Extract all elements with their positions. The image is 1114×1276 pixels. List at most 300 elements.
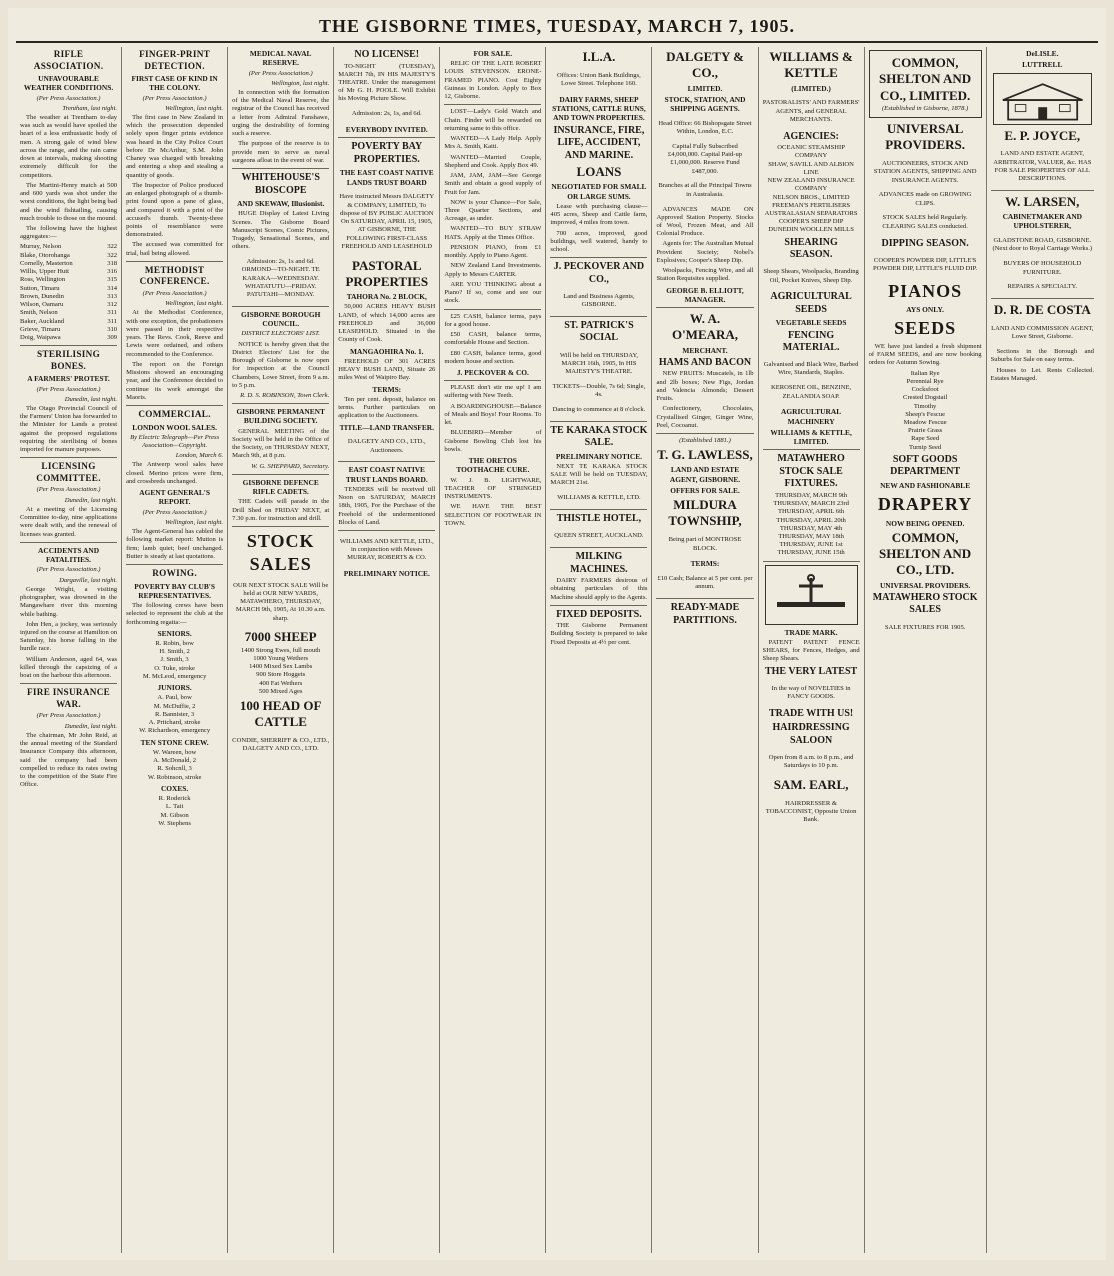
headline-agent-general: AGENT GENERAL'S REPORT. xyxy=(139,488,210,507)
dateline: Dunedin, last night. xyxy=(64,496,118,504)
ad-subtitle: TERMS: xyxy=(690,559,720,569)
crew-member: A. McDonald, 2 xyxy=(153,757,197,765)
press-credit: (Per Press Association.) xyxy=(248,69,313,77)
dateline: Wellington, last night. xyxy=(165,104,224,112)
ad-latest-title: THE VERY LATEST xyxy=(764,665,858,677)
score-value: 318 xyxy=(107,259,118,267)
headline-finger-print: FINGER-PRINT DETECTION. xyxy=(139,49,211,71)
article-paragraph: The Otago Provincial Council of the Farmers' Union has forwarded to the Minister for Lands a protest against the proposed regulations requiring the sterilising of bones imported for manure purposes. xyxy=(20,405,118,454)
article-paragraph: In connection with the formation of the Medical Naval Reserve, the registrar of the Council has received a letter from Admiral Fanshawe, urging the desirability of forming such a reserve. xyxy=(232,88,330,138)
ad-delisle-title: DeLISLE. xyxy=(1026,49,1059,58)
ad-subtitle: TITLE—LAND TRANSFER. xyxy=(339,422,434,432)
ad-text: KEROSENE OIL, BENZINE, ZEALANDIA SOAP. xyxy=(770,384,852,400)
ad-text: In the way of NOVELTIES in FANCY GOODS. xyxy=(771,684,851,700)
crew-member: R. Roderick xyxy=(158,795,191,803)
classified-ad: A BOARDINGHOUSE—Balance of Meals and Boys! Four Rooms. To let. xyxy=(444,402,542,427)
score-name: Wilson, Oamaru xyxy=(20,301,64,309)
score-name: Smith, Nelson xyxy=(20,309,58,317)
trade-mark-label: TRADE MARK. xyxy=(784,627,838,637)
ad-text: HUGE Display of Latest Living Scenes. The Gisborne Board Manuscript Scenes, Comic Pictures, Tragedy, Sensational Scenes, and others. xyxy=(232,210,330,251)
divider xyxy=(550,509,647,510)
divider xyxy=(338,530,435,531)
ad-lawless-title: T. G. LAWLESS, xyxy=(657,447,753,463)
ad-text: Open from 8 a.m. to 8 p.m., and Saturdays to 10 p.m. xyxy=(768,753,854,770)
fixture-item: THURSDAY, JUNE 1st xyxy=(779,541,843,549)
subhead-commercial: LONDON WOOL SALES. xyxy=(132,422,217,432)
article-paragraph: The weather at Trentham to-day was such as would have spoiled the heart of a less enthusiastic body of men. A strong gale of wind blew across the range, and the rain came down at intervals, making shooting extremely difficult for the competitors. xyxy=(20,113,118,179)
crew-member: L. Tait xyxy=(165,803,184,811)
ad-larsen-title: W. LARSEN, xyxy=(1005,193,1080,209)
ad-text: HAIRDRESSER & TOBACCONIST, Opposite Union Bank. xyxy=(765,799,857,824)
ad-agri-seeds-title: AGRICULTURAL SEEDS xyxy=(770,291,852,315)
subhead-rowing: POVERTY BAY CLUB'S REPRESENTATIVES. xyxy=(134,581,215,600)
seed-item: Timothy xyxy=(913,402,937,410)
ad-text: Head Office: 66 Bishopsgate Street Within, London, E.C. xyxy=(658,119,752,136)
score-value: 313 xyxy=(107,292,118,300)
ad-text: NEW FRUITS: Muscatels, in 1lb and 2lb boxes; New Figs, Jordan and Valencia Almonds; Dessert Fruits. xyxy=(656,370,754,403)
press-credit: (Per Press Association.) xyxy=(36,712,101,720)
ad-subtitle: MANGAOHIRA No. 1. xyxy=(350,346,424,356)
crew-member: R. Bannister, 3 xyxy=(154,710,195,718)
ad-line: 1400 Strong Ewes, full mouth xyxy=(241,646,321,654)
notice-east-coast: EAST COAST NATIVE TRUST LANDS BOARD. xyxy=(345,465,428,484)
notice-signature: R. D. S. ROBINSON, Town Clerk. xyxy=(240,392,330,399)
score-value: 310 xyxy=(107,325,118,333)
ad-st-patricks-title: ST. PATRICK'S SOCIAL xyxy=(564,319,634,344)
score-name: Cornelly, Masterton xyxy=(20,259,73,267)
crew-member: W. Wareen, bow xyxy=(152,748,197,756)
ad-subtitle: (Established in Gisborne, 1878.) xyxy=(881,104,969,112)
ad-line: 1000 Young Wethers xyxy=(253,654,309,662)
fixture-item: THURSDAY, MAY 18th xyxy=(778,533,844,541)
ad-common-shelton-2-title: COMMON, SHELTON AND CO., LTD. xyxy=(879,529,972,578)
divider xyxy=(550,316,647,317)
ad-line: 400 Fat Wethers xyxy=(259,679,303,687)
fixture-item: THURSDAY, MARCH 9th xyxy=(775,491,848,499)
ad-seeds-title: SEEDS xyxy=(894,318,957,339)
score-value: 312 xyxy=(107,301,118,309)
ad-line: 900 Store Hoggets xyxy=(256,671,306,679)
ad-text: AUCTIONEERS, STOCK AND STATION AGENTS, SHIPPING AND INSURANCE AGENTS. xyxy=(873,160,977,184)
divider xyxy=(763,449,860,450)
divider xyxy=(656,433,753,434)
score-value: 316 xyxy=(107,268,118,276)
score-row xyxy=(20,293,117,301)
ad-de-costa-title: D. R. DE COSTA xyxy=(993,302,1091,318)
article-paragraph: The Inspector of Police produced an enlarged photograph of a thumb-print found upon a pane of glass, and compared it with a print of the accused's thumb. Twenty-three points of resemblance were demonstrated. xyxy=(126,181,224,239)
ad-subtitle: PRELIMINARY NOTICE. xyxy=(555,451,642,461)
article-paragraph: William Anderson, aged 64, was killed through the capsizing of a boat on the harbour this afternoon. xyxy=(20,655,118,680)
seed-item: Rape Seed xyxy=(911,435,940,443)
ad-subtitle: OFFERS FOR SALE. xyxy=(670,485,740,495)
ad-text: LAND AND COMMISSION AGENT, Lowe Street, Gisborne. xyxy=(991,325,1094,341)
score-row xyxy=(20,309,117,317)
classified-ad: PLEASE don't stir me up! I am suffering with New Teeth. xyxy=(444,384,542,400)
article-paragraph: George Wright, a visiting photographer, was drowned in the Mangawhare river this morning while bathing. xyxy=(20,585,118,618)
headline-accidents: ACCIDENTS AND FATALITIES. xyxy=(38,545,100,565)
press-credit: (Per Press Association.) xyxy=(36,385,101,393)
column-6 xyxy=(546,47,652,1253)
ad-text: WE have just landed a fresh shipment of FARM SEEDS, and are now booking orders for Autumn Sowing. xyxy=(868,342,982,367)
ad-loans-title: LOANS xyxy=(576,164,622,180)
ad-luttrell-title: LUTTRELL xyxy=(1022,60,1063,70)
ad-universal-title: UNIVERSAL PROVIDERS. xyxy=(885,120,966,153)
dateline: Dunedin, last night. xyxy=(64,395,118,403)
score-row xyxy=(20,301,117,309)
score-row xyxy=(20,243,117,251)
ad-subtitle: PRELIMINARY NOTICE. xyxy=(343,568,430,578)
column-5 xyxy=(440,47,546,1253)
ad-soft-goods-title: SOFT GOODS DEPARTMENT xyxy=(890,453,961,478)
notice-signature: W. G. SHEPPARD, Secretary. xyxy=(251,462,330,470)
ad-subtitle: AYS ONLY. xyxy=(906,305,945,315)
masthead: THE GISBORNE TIMES, TUESDAY, MARCH 7, 1905. xyxy=(16,14,1098,43)
classified-heading: FOR SALE. xyxy=(473,49,513,58)
article-paragraph: The first case in New Zealand in which the prosecution depended solely upon finger prints evidence was heard in the City Police Court before Dr McArthur, S.M. John Chaney was charged with breaking and entering a shop and stealing a quantity of goods. xyxy=(126,113,224,179)
column-1 xyxy=(16,47,122,1253)
ad-thistle-hotel-title: THISTLE HOTEL, xyxy=(556,513,642,525)
ad-subtitle: STOCK, STATION, AND SHIPPING AGENTS. xyxy=(664,94,746,113)
fixture-item: THURSDAY, MARCH 23rd xyxy=(773,500,849,508)
ad-text: NEXT TE KARAKA STOCK SALE Will be held on TUESDAY, MARCH 21st. xyxy=(550,463,648,487)
headline-fire-insurance: FIRE INSURANCE WAR. xyxy=(27,687,111,709)
seed-item: Cocksfoot xyxy=(911,386,939,394)
crew-member: M. Gibson xyxy=(160,811,189,819)
fixture-item: THURSDAY, MAY 4th xyxy=(779,524,843,532)
divider xyxy=(232,526,329,527)
crew-member: M. McLeod, emergency xyxy=(142,672,207,680)
ad-signature: WILLIAMS & KETTLE, LIMITED. xyxy=(770,427,852,447)
divider xyxy=(763,561,860,562)
headline-licensing: LICENSING COMMITTEE. xyxy=(36,461,101,483)
classified-ad: NEW Zealand Land Investments. Apply to Messrs CARTER. xyxy=(444,262,542,278)
column-8 xyxy=(759,47,865,1253)
column-3 xyxy=(228,47,334,1253)
ad-text: Will be held on THURSDAY, MARCH 16th, 1905, In HIS MAJESTY'S THEATRE. xyxy=(559,351,639,376)
score-name: Doig, Waipawa xyxy=(20,334,61,342)
article-paragraph: John Hen, a jockey, was seriously injured on the course at Hamilton on Saturday, his horse falling in the hurdle race. xyxy=(20,620,118,653)
ad-text: GLADSTONE ROAD, GISBORNE. (Next door to Royal Carriage Works.) xyxy=(992,237,1093,253)
ad-bioscope-subtitle: AND SKEWAW, Illusionist. xyxy=(237,199,325,209)
ad-text: Dancing to commence at 8 o'clock. xyxy=(552,405,646,413)
article-paragraph: The report on the Foreign Missions showed an encouraging year, and the Conference decided to continue its work amongst the Maoris. xyxy=(126,360,224,401)
ad-subtitle: CABINETMAKER AND UPHOLSTERER, xyxy=(1002,212,1083,231)
ad-line: 500 Mixed Ages xyxy=(258,687,303,695)
ad-subtitle: TAHORA No. 2 BLOCK, xyxy=(346,292,427,302)
notice-text: THE Cadets will parade in the Drill Shed on FRIDAY NEXT, at 7.30 p.m. for instruction and drill. xyxy=(232,498,330,522)
crew-member: W. Richardson, emergency xyxy=(139,727,211,735)
classified-ad: WANTED—TO BUY STRAW HATS. Apply at the Times Office. xyxy=(444,225,542,241)
classified-ad: LOST—Lady's Gold Watch and Chain. Finder will be rewarded on returning same to this office. xyxy=(444,108,542,132)
ad-text: Admission: 2s, 1s and 6d. ORMOND—TO-NIGHT. TE KARAKA—WEDNESDAY. WHATATUTU—FRIDAY. PATUTAHI—MONDAY. xyxy=(241,258,320,299)
article-paragraph: The following crews have been selected to represent the club at the forthcoming regatta:— xyxy=(126,602,224,626)
ad-text: BUYERS OF HOUSEHOLD FURNITURE. xyxy=(1003,260,1082,276)
ad-text: Admission: 2s, 1s, and 6d. xyxy=(351,110,422,118)
divider xyxy=(126,261,223,262)
notice-subtitle: DISTRICT ELECTORS' LIST. xyxy=(241,330,320,338)
seed-item: Turnip Seed xyxy=(909,443,942,451)
agency-item: NELSON BROS., LIMITED xyxy=(772,193,850,201)
ad-ila-title: I.L.A. xyxy=(582,49,616,64)
ad-text: TICKETS—Double, 7s 6d; Single, 4s. xyxy=(552,382,646,399)
divider xyxy=(991,298,1094,299)
seed-item: Italian Rye xyxy=(910,369,940,377)
article-paragraph: At a meeting of the Licensing Committee to-day, nine applications were dealt with, and the renewal of licenses was granted. xyxy=(20,505,118,538)
ad-williams-kettle-title: WILLIAMS & KETTLE xyxy=(769,49,853,81)
article-paragraph: The purpose of the reserve is to provide men to serve as naval surgeons afloat in the event of war. xyxy=(232,140,330,164)
ad-text: STOCK SALES held Regularly. CLEARING SALES conducted. xyxy=(882,214,968,230)
ad-agencies-title: AGENCIES: xyxy=(783,130,839,142)
divider xyxy=(232,168,329,169)
score-name: Grieve, Timaru xyxy=(20,325,61,333)
fixture-item: THURSDAY, APRIL 20th xyxy=(776,516,846,524)
crew-member: M. McDuffie, 2 xyxy=(153,702,196,710)
score-name: Brown, Dunedin xyxy=(20,292,64,300)
crew-heading: SENIORS. xyxy=(157,628,192,638)
ad-poverty-bay-title: POVERTY BAY PROPERTIES. xyxy=(351,141,423,165)
headline-methodist: METHODIST CONFERENCE. xyxy=(139,264,210,287)
agency-item: COOPER'S SHEEP DIP xyxy=(778,218,844,226)
ad-text: Sheep Shears, Woolpacks, Branding Oil, Pocket Knives, Sheep Dip. xyxy=(763,268,859,284)
ad-hairdressing-title: HAIRDRESSING SALOON xyxy=(772,722,850,746)
ad-text: Have instructed Messrs DALGETY & COMPANY, LIMITED, To dispose of BY PUBLIC AUCTION On SATURDAY, APRIL 15, 1905, AT GISBORNE, THE FOLLOWING FIRST-CLASS FREEHOLD AND LEASEHOLD xyxy=(339,193,435,250)
press-credit: (Per Press Association.) xyxy=(36,94,101,102)
score-row xyxy=(20,318,117,326)
ad-text: WILLIAMS AND KETTLE, LTD., in conjunction with Messrs MURRAY, ROBERTS & CO. xyxy=(339,537,434,562)
fixture-item: THURSDAY, JUNE 15th xyxy=(777,549,845,557)
ad-subtitle: AGRICULTURAL MACHINERY xyxy=(781,407,842,426)
ad-text: CONDIE, SHERRIFF & CO., LTD., DALGETY AND CO., LTD. xyxy=(232,737,330,753)
dateline: Dunedin, last night. xyxy=(64,722,118,730)
dateline: London, March 6. xyxy=(175,452,224,460)
house-icon xyxy=(994,78,1091,124)
column-10 xyxy=(987,47,1098,1253)
score-row xyxy=(20,276,117,284)
article-paragraph: The accused was committed for trial, bail being allowed. xyxy=(126,241,224,257)
ad-bioscope-title: WHITEHOUSE'S BIOSCOPE xyxy=(241,172,320,196)
score-row xyxy=(20,260,117,268)
ad-text: OUR NEXT STOCK SALE Will be held at OUR NEW YARDS, MATAWHERO, THURSDAY, MARCH 9th, 1905, At 10.30 a.m. sharp. xyxy=(233,581,329,622)
ad-shearing-title: SHEARING SEASON. xyxy=(784,236,838,261)
article-paragraph: The Antwerp wool sales have closed. Merino prices were firm, and crossbreds unchanged. xyxy=(126,461,224,485)
ad-sam-earl-title: SAM. EARL, xyxy=(773,776,849,792)
agency-item: SHAW, SAVILL AND ALBION LINE xyxy=(768,160,854,176)
notice-borough-council: GISBORNE BOROUGH COUNCIL. xyxy=(240,309,321,329)
ad-text: DALGETY AND CO., LTD., Auctioneers. xyxy=(347,438,426,454)
ad-subtitle: (LIMITED.) xyxy=(791,83,831,93)
score-value: 309 xyxy=(107,334,118,342)
ad-pianos-title: PIANOS xyxy=(888,280,963,301)
score-row xyxy=(20,334,117,342)
ad-sheep-count: 7000 SHEEP xyxy=(244,629,317,645)
dateline: Wellington, last night. xyxy=(165,518,224,526)
divider xyxy=(656,598,753,599)
crew-heading: JUNIORS. xyxy=(157,683,192,693)
seed-item: Meadow Fescue xyxy=(903,419,947,427)
ad-no-license-title: NO LICENSE! xyxy=(354,49,420,60)
press-credit: (Per Press Association.) xyxy=(36,486,101,494)
anchor-icon xyxy=(771,572,851,618)
press-credit: (Per Press Association.) xyxy=(142,508,207,516)
crew-member: R. Sohcnll, 3 xyxy=(157,765,192,773)
score-value: 314 xyxy=(107,284,118,292)
press-credit: (Per Press Association.) xyxy=(142,289,207,297)
ad-fencing-title: FENCING MATERIAL. xyxy=(782,329,840,354)
ad-trade-title: TRADE WITH US! xyxy=(768,707,854,719)
score-row xyxy=(20,268,117,276)
ad-peckover-title: J. PECKOVER AND CO., xyxy=(553,261,645,285)
ad-subtitle: NOW BEING OPENED. xyxy=(885,518,965,528)
ad-common-shelton-title: COMMON, SHELTON AND CO., LIMITED. xyxy=(879,55,972,103)
ad-subtitle: THE EAST COAST NATIVE LANDS TRUST BOARD xyxy=(339,168,434,187)
classified-ad: £80 CASH, balance terms, good modern house and section. xyxy=(444,349,542,365)
notice-text: GENERAL MEETING of the Society will be held in the Office of the Society, on THURSDAY NEXT, March 9th, at 8 p.m. xyxy=(232,427,330,460)
ad-text: Galvanised and Black Wire, Barbed Wire, Standards, Staples. xyxy=(763,361,859,377)
divider xyxy=(232,403,329,404)
score-name: Baker, Auckland xyxy=(20,317,65,325)
ad-cattle-count: 100 HEAD OF CATTLE xyxy=(239,698,322,730)
ad-text: PATENT PATENT FENCE SHEARS, for Fences, Hedges, and Sheep Shears. xyxy=(762,638,860,663)
agency-item: AUSTRALASIAN SEPARATORS xyxy=(764,210,858,218)
divider xyxy=(338,461,435,462)
column-4 xyxy=(334,47,440,1253)
ad-fixed-deposits-title: FIXED DEPOSITS. xyxy=(556,608,642,620)
ad-text: Confectionery, Chocolates, Crystallised Ginger, Ginger Wine, Peel, Cocoanut. xyxy=(656,405,754,429)
ad-text: THE Gisborne Permanent Building Society is prepared to take Fixed Deposits at 4½ per cent. xyxy=(550,622,648,646)
dateline: Trentham, last night. xyxy=(62,104,118,112)
ad-subtitle: LIMITED. xyxy=(687,83,723,93)
article-paragraph: The following have the highest aggregates:— xyxy=(20,225,118,241)
ad-subtitle: TERMS: xyxy=(372,384,402,394)
classified-ad: NOW is your Chance—For Sale, Three Quarter Sections, and Acreage, as under. xyxy=(444,198,542,223)
ad-insurance-title: INSURANCE, FIRE, LIFE, ACCIDENT, AND MARINE. xyxy=(553,124,645,161)
ad-milking-title: MILKING MACHINES. xyxy=(570,551,628,575)
ad-subtitle: NEGOTIATED FOR SMALL OR LARGE SUMS. xyxy=(551,182,647,201)
ad-stock-fixtures-title: MATAWHERO STOCK SALE FIXTURES. xyxy=(777,453,845,490)
dateline: Dargaville, last night. xyxy=(59,576,118,584)
ad-text: Ten per cent. deposit, balance on terms. Further particulars on application to the Auctioneers. xyxy=(338,395,436,420)
score-name: Blake, Otorohanga xyxy=(20,251,70,259)
divider xyxy=(444,380,541,381)
ad-text: Houses to Let. Rents Collected. Estates Managed. xyxy=(990,366,1094,382)
article-paragraph: At the Methodist Conference, with one exception, the probationers were passed in their respective years. The Revs. Cook, Reeve and Lewis were ordained, and others recommended to the Conference. xyxy=(126,309,224,358)
ad-joyce-title: E. P. JOYCE, xyxy=(1004,127,1081,143)
ad-mildura-title: MILDURA TOWNSHIP, xyxy=(668,497,742,529)
headline-commercial: COMMERCIAL. xyxy=(138,409,211,419)
ad-dalgety-title: DALGETY & CO., xyxy=(666,49,744,81)
ad-text: Offices: Union Bank Buildings, Lowe Street. Telephone 160. xyxy=(557,71,641,88)
notice-building-society: GISBORNE PERMANENT BUILDING SOCIETY. xyxy=(236,407,325,426)
classified-heading: THE ORETOS TOOTHACHE CURE. xyxy=(456,456,530,475)
ad-dipping-title: DIPPING SEASON. xyxy=(881,237,969,249)
crew-member: W. Robinson, stroke xyxy=(147,773,202,781)
classified-ad: PENSION PIANO, from £1 monthly. Apply to Piano Agent. xyxy=(444,243,542,260)
ad-text: TO-NIGHT (TUESDAY), MARCH 7th, IN HIS MAJESTY'S THEATRE. Under the management of Mr G. H. POOLE. Will Exhibit his Moving Picture Show. xyxy=(338,62,436,103)
ad-text: LAND AND ESTATE AGENT, ARBITRATOR, VALUER, &c. HAS FOR SALE PROPERTIES OF ALL DESCRIPTIONS. xyxy=(993,150,1092,183)
crew-member: A. Pritchard, stroke xyxy=(148,719,201,727)
agency-item: NEW ZEALAND INSURANCE COMPANY xyxy=(767,177,855,193)
divider xyxy=(991,190,1094,191)
ad-text: Agents for: The Australian Mutual Provident Society; Nobel's Explosives; Cooper's Sheep Dip. xyxy=(656,240,754,264)
crew-heading: COXES. xyxy=(160,783,189,793)
divider xyxy=(20,345,117,346)
score-value: 311 xyxy=(107,317,118,325)
article-paragraph: The Martini-Henry match at 500 and 600 yards was shot under the worst conditions, the light being bad and the wind fishtailing, causing much trouble to those on the mound. xyxy=(20,181,118,222)
newspaper-page xyxy=(8,8,1106,1260)
notice-text: NOTICE is hereby given that the District Electors' List for the Borough of Gisborne is now open for inspection at the Council Chambers, Lowe Street, from 9 a.m. to 5 p.m. xyxy=(232,340,330,389)
classified-ad: WANTED—Married Couple, Shepherd and Cook. Apply Box 49. xyxy=(444,153,542,169)
classified-ad: W. J. B. LIGHTWARE, TEACHER OF STRINGED INSTRUMENTS. xyxy=(444,476,542,501)
classified-ad: ARE YOU THINKING about a Piano? If so, come and see our stock. xyxy=(444,280,542,305)
ad-subtitle: VEGETABLE SEEDS xyxy=(775,318,847,328)
classified-ad: JAM, JAM, JAM—See George Smith and obtain a good supply of Fruit for Jam. xyxy=(444,172,542,196)
ad-line: 1400 Mixed Sex Lambs xyxy=(249,663,313,671)
score-row xyxy=(20,252,117,260)
ad-hams-title: HAMS AND BACON xyxy=(658,356,752,368)
classified-ad: £25 CASH, balance terms, pays for a good house. xyxy=(444,312,542,328)
divider xyxy=(20,683,117,684)
classified-ad: BLUEBIRD—Member of Gisborne Bowling Club lost his bowls. xyxy=(444,429,542,453)
classified-ad: WANTED—A Lady Help. Apply Mrs A. Smith, Kaiti. xyxy=(444,135,542,151)
ad-partitions-title: READY-MADE PARTITIONS. xyxy=(670,602,740,626)
subhead-rifle: UNFAVOURABLE WEATHER CONDITIONS. xyxy=(23,74,114,93)
seed-item: Crested Dogstail xyxy=(903,394,948,402)
crew-member: J. Smith, 3 xyxy=(160,656,189,664)
classified-ad: WE HAVE THE BEST SELECTION OF FOOTWEAR IN TOWN. xyxy=(444,503,542,527)
ad-text: PASTORALISTS' AND FARMERS' AGENTS, and GENERAL MERCHANTS. xyxy=(762,99,860,123)
ad-subtitle: DAIRY FARMS, SHEEP STATIONS, CATTLE RUNS, AND TOWN PROPERTIES. xyxy=(552,94,646,123)
ad-te-karaka-title: TE KARAKA STOCK SALE. xyxy=(550,424,648,449)
divider xyxy=(126,564,223,565)
divider xyxy=(20,457,117,458)
dateline: Wellington, last night. xyxy=(271,79,330,87)
agency-item: FREEMAN'S FERTILISERS xyxy=(772,201,851,209)
ad-subtitle: MERCHANT. xyxy=(682,345,728,355)
seed-item: Perennial Rye xyxy=(906,377,944,385)
ad-subtitle: LAND AND ESTATE AGENT, GISBORNE. xyxy=(669,465,741,484)
crew-heading: TEN STONE CREW. xyxy=(140,737,209,747)
ad-omeara-title: W. A. O'MEARA, xyxy=(671,311,739,343)
ad-text: Branches at all the Principal Towns in Australasia. xyxy=(658,182,752,198)
press-credit: By Electric Telegraph—Per Press Association—Copyright. xyxy=(130,433,220,449)
divider xyxy=(656,307,753,308)
ad-text: SALE FIXTURES FOR 1905. xyxy=(884,623,966,631)
seed-item: Sheep's Fescue xyxy=(905,410,946,418)
columns xyxy=(16,47,1098,1253)
score-value: 322 xyxy=(107,251,118,259)
divider xyxy=(338,137,435,138)
article-paragraph: The Agent-General has cabled the following market report: Mutton is firm; lamb quiet; beef unchanged. Butter is steady at last quotations. xyxy=(126,528,224,560)
ad-text: Capital Fully Subscribed £4,000,000. Capital Paid-up £1,000,000. Reserve Fund £487,000. xyxy=(667,142,743,175)
ad-subtitle: NEW AND FASHIONABLE xyxy=(880,480,971,490)
column-2 xyxy=(122,47,228,1253)
ad-text: 700 acres, improved, good buildings, well watered, handy to school. xyxy=(550,229,648,254)
divider xyxy=(232,474,329,475)
headline-rowing: ROWING. xyxy=(152,568,197,579)
ad-signature: GEORGE B. ELLIOTT, MANAGER. xyxy=(666,285,744,304)
ad-subtitle: (Established 1881.) xyxy=(679,437,731,444)
divider xyxy=(20,542,117,543)
divider xyxy=(550,257,647,258)
ad-text: Being part of MONTROSE BLOCK. xyxy=(668,536,742,552)
crew-member: A. Paul, bow xyxy=(157,694,192,702)
ad-text: Land and Business Agents, GISBORNE. xyxy=(563,292,635,309)
headline-rifle: RIFLE ASSOCIATION. xyxy=(33,49,104,71)
score-value: 311 xyxy=(107,309,118,317)
score-row xyxy=(20,285,117,293)
divider xyxy=(126,405,223,406)
subhead-sterilising: A FARMERS' PROTEST. xyxy=(27,374,110,384)
